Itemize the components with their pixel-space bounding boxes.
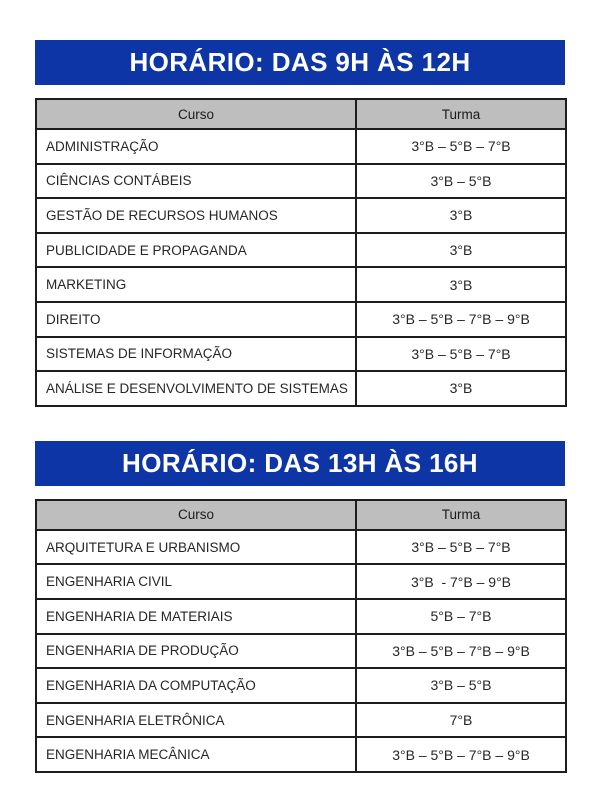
header-row xyxy=(36,500,566,530)
class-cell: 3°B – 5°B – 7°B xyxy=(356,337,566,372)
course-cell: ENGENHARIA DA COMPUTAÇÃO xyxy=(36,668,356,703)
table-row xyxy=(36,737,566,772)
table-row xyxy=(36,564,566,599)
course-cell: CIÊNCIAS CONTÁBEIS xyxy=(36,164,356,199)
class-cell: 5°B – 7°B xyxy=(356,599,566,634)
course-cell: PUBLICIDADE E PROPAGANDA xyxy=(36,233,356,268)
table-row xyxy=(36,634,566,669)
afternoon-banner-title: HORÁRIO: DAS 13H ÀS 16H xyxy=(122,447,478,478)
course-cell: DIREITO xyxy=(36,302,356,337)
class-cell: 3°B – 5°B – 7°B xyxy=(356,530,566,565)
class-cell: 3°B xyxy=(356,267,566,302)
course-cell: ENGENHARIA DE MATERIAIS xyxy=(36,599,356,634)
afternoon-schedule-table xyxy=(35,499,567,773)
schedule-content xyxy=(35,40,565,806)
header-row xyxy=(36,99,566,129)
class-cell: 3°B xyxy=(356,371,566,406)
class-cell: 3°B – 5°B – 7°B – 9°B xyxy=(356,737,566,772)
column-header-turma: Turma xyxy=(356,500,566,530)
column-header-turma: Turma xyxy=(356,99,566,129)
table-row xyxy=(36,371,566,406)
class-cell: 3°B – 5°B – 7°B – 9°B xyxy=(356,634,566,669)
afternoon-schedule-banner xyxy=(35,441,565,486)
morning-schedule-banner xyxy=(35,40,565,85)
morning-section xyxy=(35,40,565,407)
table-row xyxy=(36,233,566,268)
table-row xyxy=(36,198,566,233)
column-header-curso: Curso xyxy=(36,500,356,530)
class-cell: 3°B – 5°B – 7°B – 9°B xyxy=(356,302,566,337)
class-cell: 3°B xyxy=(356,233,566,268)
table-row xyxy=(36,530,566,565)
course-cell: ENGENHARIA MECÂNICA xyxy=(36,737,356,772)
class-cell: 3°B – 5°B – 7°B xyxy=(356,129,566,164)
class-cell: 3°B – 5°B xyxy=(356,668,566,703)
class-cell: 7°B xyxy=(356,703,566,738)
course-cell: ANÁLISE E DESENVOLVIMENTO DE SISTEMAS xyxy=(36,371,356,406)
course-cell: ENGENHARIA DE PRODUÇÃO xyxy=(36,634,356,669)
course-cell: ARQUITETURA E URBANISMO xyxy=(36,530,356,565)
table-row xyxy=(36,164,566,199)
morning-schedule-table xyxy=(35,98,567,407)
course-cell: ENGENHARIA CIVIL xyxy=(36,564,356,599)
morning-banner-title: HORÁRIO: DAS 9H ÀS 12H xyxy=(129,47,471,77)
course-cell: GESTÃO DE RECURSOS HUMANOS xyxy=(36,198,356,233)
course-cell: MARKETING xyxy=(36,267,356,302)
table-row xyxy=(36,337,566,372)
table-row xyxy=(36,129,566,164)
table-row xyxy=(36,302,566,337)
class-cell: 3°B - 7°B – 9°B xyxy=(356,564,566,599)
table-row xyxy=(36,668,566,703)
table-row xyxy=(36,703,566,738)
class-cell: 3°B – 5°B xyxy=(356,164,566,199)
table-row xyxy=(36,599,566,634)
course-cell: ENGENHARIA ELETRÔNICA xyxy=(36,703,356,738)
course-cell: SISTEMAS DE INFORMAÇÃO xyxy=(36,337,356,372)
afternoon-section xyxy=(35,441,565,773)
class-cell: 3°B xyxy=(356,198,566,233)
table-row xyxy=(36,267,566,302)
column-header-curso: Curso xyxy=(36,99,356,129)
course-cell: ADMINISTRAÇÃO xyxy=(36,129,356,164)
